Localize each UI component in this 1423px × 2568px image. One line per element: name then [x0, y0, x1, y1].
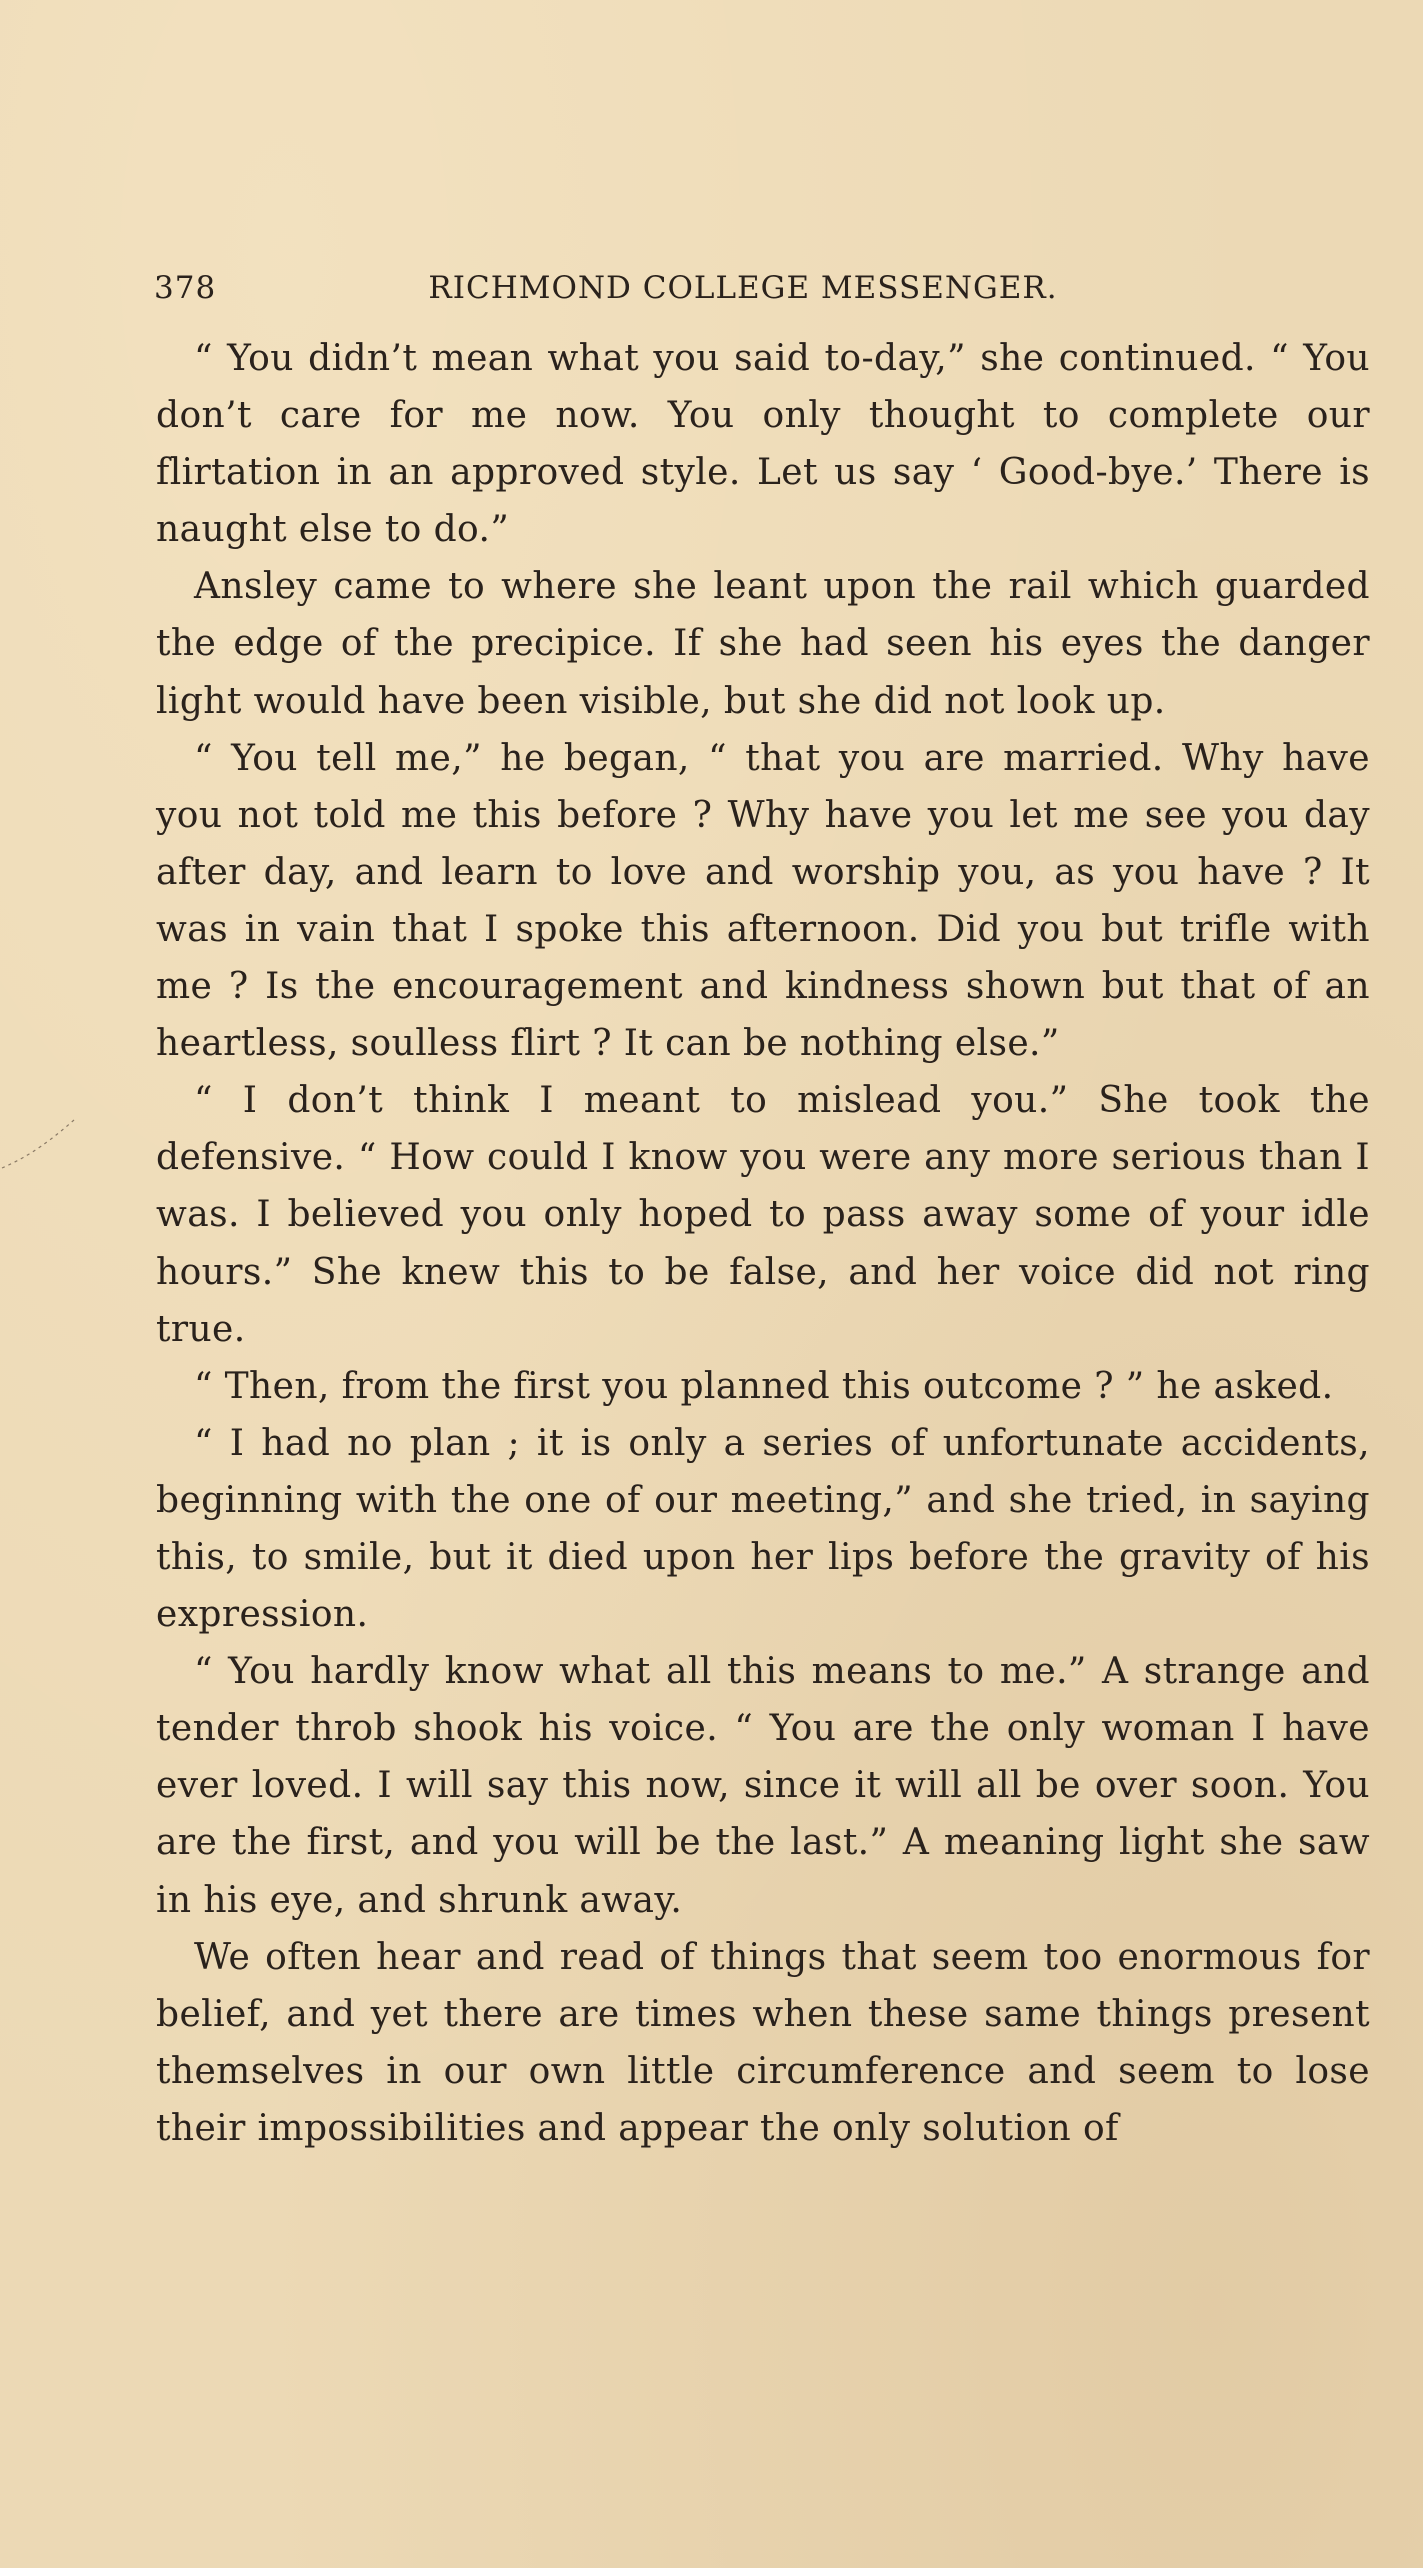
- paragraph: “ Then, from the first you planned this outcome ? ” he asked.: [194, 1365, 1334, 1407]
- paragraph: “ I don’t think I meant to mislead you.” She took the defensive. “ How could I know you were any more serious than I was. I believed you only hoped to pass away some of your idle hours.” She knew this to be false, and her voice did not ring true.: [156, 1080, 1370, 1350]
- page-number: 378: [154, 270, 217, 306]
- paragraph: “ You tell me,” he began, “ that you are married. Why have you not told me this before ? Why have you let me see you day after day, and learn to love and worship you, as you have ? It was in vain that I spoke this afternoon. Did you but trifle with me ? Is the encouragement and kindness shown but that of an heartless, soulless flirt ? It can be nothing else.”: [156, 737, 1370, 1065]
- paragraph: “ I had no plan ; it is only a series of unfortunate accidents, beginning with the one of our meeting,” and she tried, in saying this, to smile, but it died upon her lips before the gravity of his expression.: [156, 1422, 1370, 1636]
- body-text: [156, 330, 1370, 2157]
- paragraph: “ You didn’t mean what you said to-day,” she continued. “ You don’t care for me now. You only thought to complete our flirtation in an approved style. Let us say ‘ Good-bye.’ There is naught else to do.”: [156, 338, 1370, 551]
- running-head: [154, 270, 1272, 320]
- paragraph: Ansley came to where she leant upon the rail which guarded the edge of the precipice. If she had seen his eyes the danger light would have been visible, but she did not look up.: [156, 566, 1370, 722]
- paragraph: “ You hardly know what all this means to me.” A strange and tender throb shook his voice. “ You are the only woman I have ever loved. I will say this now, since it will all be over soon. You are the first, and you will be the last.” A meaning light she saw in his eye, and shrunk away.: [156, 1651, 1370, 1921]
- journal-title: RICHMOND COLLEGE MESSENGER.: [428, 270, 1058, 306]
- paragraph: We often hear and read of things that seem too enormous for belief, and yet there are times when these same things present themselves in our own little circumference and seem to lose their impossibilities and appear the only solution of: [156, 1936, 1370, 2149]
- paper-stain: [0, 1110, 80, 1170]
